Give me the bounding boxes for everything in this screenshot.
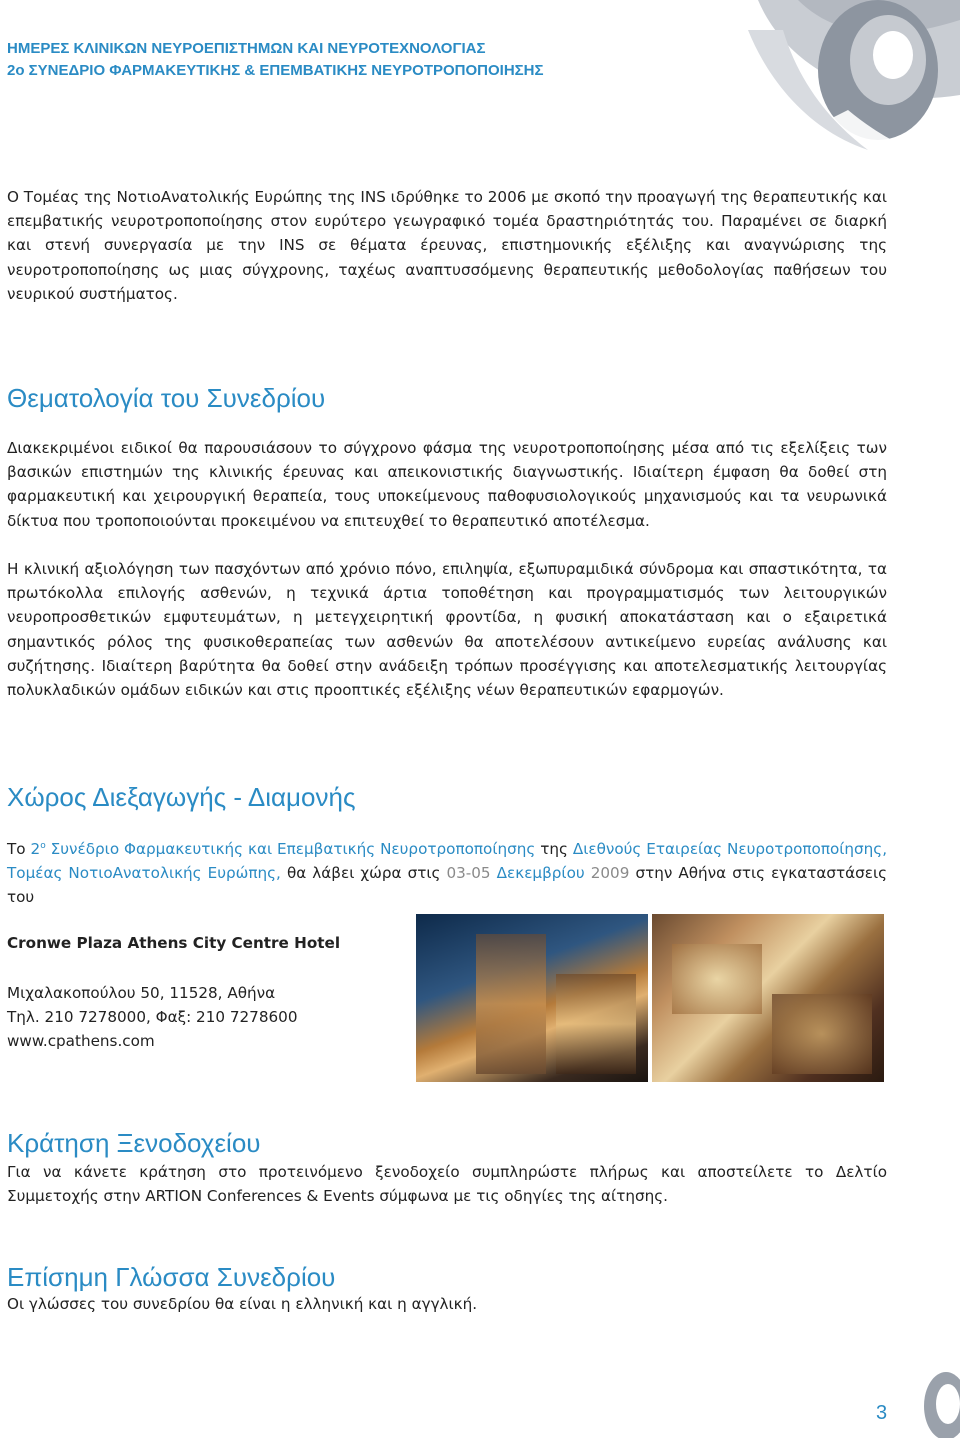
- topics-heading: Θεματολογία του Συνεδρίου: [7, 383, 326, 413]
- venue-text-6: θα λάβει χώρα στις: [286, 864, 441, 883]
- hotel-website[interactable]: www.cpathens.com: [7, 1032, 155, 1050]
- language-heading: Επίσημη Γλώσσα Συνεδρίου: [7, 1262, 336, 1292]
- venue-society: Διεθνούς Εταιρείας Νευροτροποποίησης, Τομέας ΝοτιοΑνατολικής Ευρώπης,: [7, 840, 888, 883]
- booking-paragraph: Για να κάνετε κράτηση στο προτεινόμενο ξενοδοχείο συμπληρώστε πλήρως και αποστείλετε το Δελτίο Συμμετοχής στην ARTION Conferences & Events σύμφωνα με τις οδηγίες της αίτησης.: [7, 1163, 887, 1206]
- conference-logo: [728, 0, 960, 184]
- booking-heading: Κράτηση Ξενοδοχείου: [7, 1128, 261, 1158]
- venue-text-10: στην Αθήνα στις εγκαταστάσεις του: [7, 864, 888, 907]
- venue-text-1: Το: [7, 840, 26, 859]
- language-paragraph: Οι γλώσσες του συνεδρίου θα είναι η ελληνική και η αγγλική.: [7, 1295, 478, 1313]
- page-number: 3: [876, 1402, 888, 1424]
- conference-title: ΗΜΕΡΕΣ ΚΛΙΝΙΚΩΝ ΝΕΥΡΟΕΠΙΣΤΗΜΩΝ ΚΑΙ ΝΕΥΡΟΤΕΧΝΟΛΟΓΙΑΣ: [7, 40, 486, 57]
- hotel-name: Cronwe Plaza Athens City Centre Hotel: [7, 934, 341, 952]
- corner-swirl-icon: [904, 1366, 960, 1438]
- venue-year: 2009: [590, 864, 630, 883]
- venue-paragraph: [7, 834, 887, 910]
- venue-conference-name: Συνέδριο Φαρμακευτικής και Επεμβατικής Νευροτροποποίησης: [50, 840, 536, 859]
- venue-edition: $2^o$: [30, 840, 46, 859]
- intro-paragraph: Ο Τομέας της ΝοτιοΑνατολικής Ευρώπης της INS ιδρύθηκε το 2006 με σκοπό την προαγωγή της θεραπευτικής και επεμβατικής νευροτροποποίησης στον ευρύτερο γεωγραφικό τομέα δραστηριότητάς του. Παραμένει σε διαρκή και στενή συνεργασία με την INS σε θέματα έρευνας, επιστημονικής εξέλιξης και αναγνώρισης της νευροτροποποίησης ως μιας σύγχρονης, ταχέως αναπτυσσόμενης θεραπευτικής μεθοδολογίας παθήσεων του νευρικού συστήματος.: [7, 188, 887, 303]
- venue-heading: Χώρος Διεξαγωγής - Διαμονής: [7, 782, 356, 812]
- venue-month: Δεκεμβρίου: [496, 864, 585, 883]
- topics-paragraph-2: Η κλινική αξιολόγηση των πασχόντων από χρόνιο πόνο, επιληψία, εξωπυραμιδικά σύνδρομα και σπαστικότητα, τα πρωτόκολλα επιλογής ασθενών, η τεχνικά άρτια τοποθέτηση και προγραμματισμός των λειτουργικών νευροπροσθετικών εμφυτευμάτων, η μετεγχειρητική φροντίδα, η φυσική αποκατάσταση και ο εξαιρετικά σημαντικός ρόλος της φυσικοθεραπείας των ασθενών θα αποτελέσουν αντικείμενο ευρείας ανάλυσης και συζήτησης. Ιδιαίτερη βαρύτητα θα δοθεί στην ανάδειξη τρόπων προσέγγισης και αποτελεσματικής λειτουργίας πολυκλαδικών ομάδων ειδικών και στις προοπτικές εξέλιξης νέων θεραπευτικών εφαρμογών.: [7, 560, 887, 700]
- hotel-address: Μιχαλακοπούλου 50, 11528, Αθήνα: [7, 984, 276, 1002]
- venue-days: 03-05: [446, 864, 491, 883]
- hotel-phone: Τηλ. 210 7278000, Φαξ: 210 7278600: [7, 1008, 298, 1026]
- hotel-interior-photo: [652, 914, 884, 1082]
- topics-paragraph-1: Διακεκριμένοι ειδικοί θα παρουσιάσουν το σύγχρονο φάσμα της νευροτροποποίησης μέσα από τις εξελίξεις των βασικών επιστημών της κλινικής έρευνας και απεικονιστικής διαγνωστικής. Ιδιαίτερη έμφαση θα δοθεί στη φαρμακευτική και χειρουργική θεραπεία, τους υποκείμενους παθοφυσιολογικούς μηχανισμούς και τα νευρωνικά δίκτυα που τροποποιούνται προκειμένου να επιτευχθεί το θεραπευτικό αποτέλεσμα.: [7, 439, 887, 530]
- conference-subtitle: 2ο ΣΥΝΕΔΡΙΟ ΦΑΡΜΑΚΕΥΤΙΚΗΣ & ΕΠΕΜΒΑΤΙΚΗΣ ΝΕΥΡΟΤΡΟΠΟΠΟΙΗΣΗΣ: [7, 62, 544, 79]
- hotel-exterior-photo: [416, 914, 648, 1082]
- venue-text-4: της: [540, 840, 568, 859]
